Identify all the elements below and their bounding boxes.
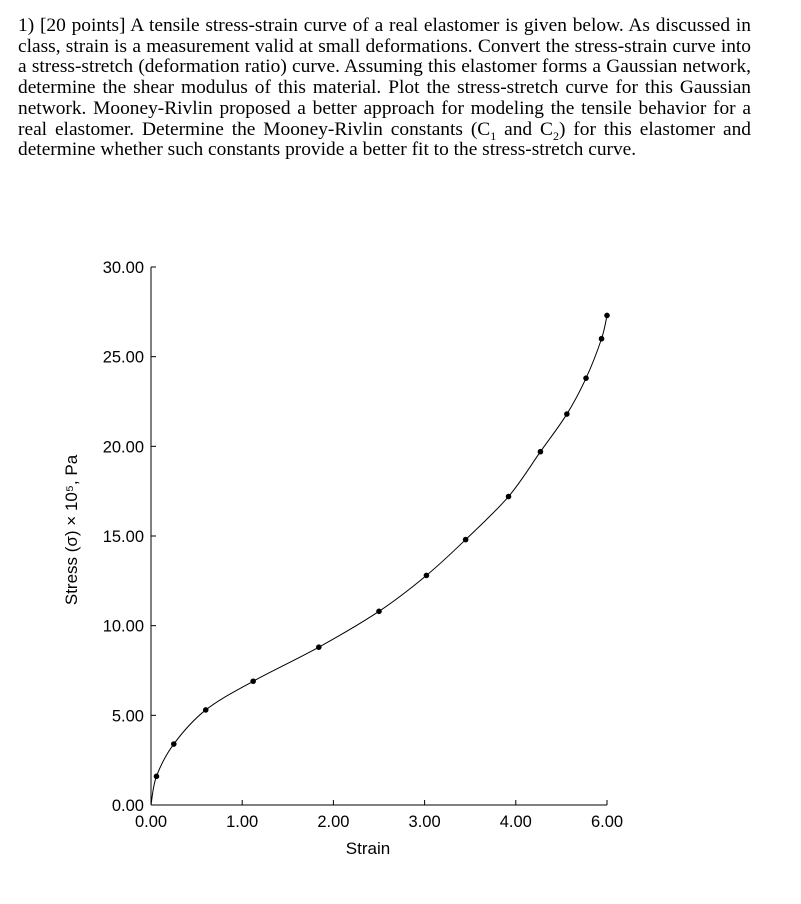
data-point — [599, 336, 605, 342]
x-tick-label: 6.00 — [590, 813, 624, 831]
y-tick-label: 5.00 — [111, 707, 144, 726]
data-point — [463, 537, 469, 543]
y-axis-title: Stress (σ) × 10⁵, Pa — [62, 454, 81, 606]
y-tick-label: 30.00 — [102, 259, 144, 277]
data-point — [538, 449, 544, 455]
data-point — [506, 494, 512, 500]
data-point — [583, 375, 589, 381]
x-tick-label: 2.00 — [317, 813, 350, 831]
y-tick-label: 10.00 — [102, 617, 144, 636]
y-tick-label: 15.00 — [102, 528, 144, 546]
x-tick-label: 4.00 — [499, 813, 532, 831]
data-point — [564, 411, 570, 417]
tick-labels — [103, 259, 623, 831]
x-axis-title: Strain — [345, 839, 391, 858]
y-tick-label: 20.00 — [102, 438, 144, 457]
y-tick-label: 0.00 — [111, 797, 144, 815]
data-point — [424, 573, 430, 579]
fit-curve — [151, 315, 607, 805]
y-tick-label: 25.00 — [102, 348, 144, 367]
data-point — [154, 774, 160, 780]
subscript-c1: 1 — [490, 128, 497, 143]
data-point — [203, 707, 209, 713]
data-point — [171, 741, 177, 747]
x-tick-label: 0.00 — [134, 813, 168, 831]
problem-text: 1) [20 points] A tensile stress-strain curve of a real elastomer is given below. As discussed in class, strain is a measurement valid at small deformations. Convert the stress-strain curve into a stress-stretch (deformation ratio) curve. Assuming this elastomer forms a Gaussian network, determine the shear modulus of this material. Plot the stress-stretch curve for this Gaussian network. Mooney-Rivlin proposed a better approach for modeling the tensile behavior for a real elastomer. Determine the Mooney-Rivlin constants (C — [18, 15, 751, 140]
x-tick-label: 3.00 — [408, 813, 441, 831]
problem-text-end: ) for this elastomer and determine whether such constants provide a better fit to the stress-stretch curve. — [18, 118, 751, 161]
x-tick-label: 1.00 — [226, 813, 259, 831]
data-point — [250, 678, 256, 684]
problem-text-cont: and C — [496, 118, 553, 140]
chart-axes — [151, 267, 607, 805]
subscript-c2: 2 — [552, 128, 559, 143]
data-point — [376, 609, 382, 615]
data-points — [154, 313, 610, 779]
data-point — [316, 644, 322, 650]
data-point — [604, 313, 610, 319]
